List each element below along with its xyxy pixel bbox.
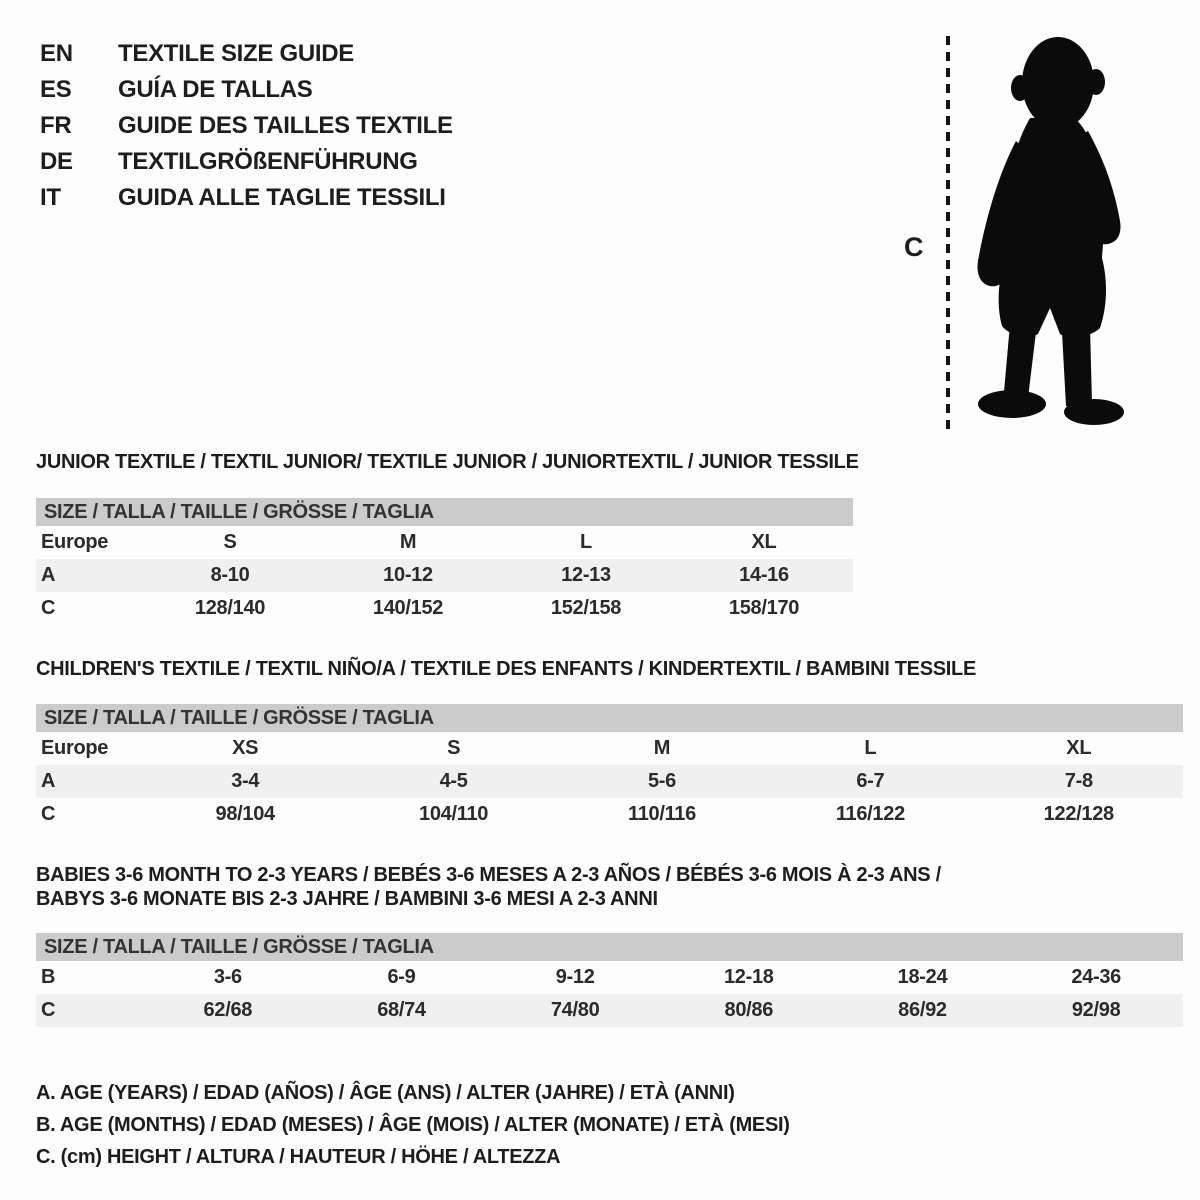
- size-value-cell: 110/116: [627, 803, 696, 825]
- height-measure-label: C: [904, 232, 924, 262]
- row-label: B: [41, 966, 56, 988]
- guide-title: GUÍA DE TALLAS: [118, 76, 313, 103]
- size-value-cell: 18-24: [897, 966, 948, 988]
- size-value-cell: XL: [1066, 737, 1092, 759]
- language-code: ES: [40, 76, 72, 103]
- junior-size-table: [36, 526, 853, 625]
- section-heading: JUNIOR TEXTILE / TEXTIL JUNIOR/ TEXTILE JUNIOR / JUNIORTEXTIL / JUNIOR TESSILE: [36, 451, 859, 473]
- legend-line-c: C. (cm) HEIGHT / ALTURA / HAUTEUR / HÖHE / ALTEZZA: [36, 1146, 561, 1168]
- language-code: FR: [40, 112, 72, 139]
- table-row: [36, 732, 1183, 765]
- legend-line-a: A. AGE (YEARS) / EDAD (AÑOS) / ÂGE (ANS) / ALTER (JAHRE) / ETÀ (ANNI): [36, 1082, 735, 1104]
- size-value-cell: XS: [232, 737, 259, 759]
- size-value-cell: 5-6: [647, 770, 676, 792]
- guide-title: GUIDE DES TAILLES TEXTILE: [118, 112, 453, 139]
- legend: [36, 1077, 1183, 1173]
- table-row: [36, 559, 853, 592]
- size-value-cell: 104/110: [419, 803, 489, 825]
- size-value-cell: L: [864, 737, 877, 759]
- size-value-cell: 7-8: [1064, 770, 1093, 792]
- guide-title: GUIDA ALLE TAGLIE TESSILI: [118, 184, 446, 211]
- size-value-cell: 6-7: [856, 770, 885, 792]
- size-value-cell: 9-12: [555, 966, 595, 988]
- size-value-cell: 3-4: [231, 770, 260, 792]
- section-babies-textile: [36, 863, 1183, 1027]
- size-value-cell: S: [447, 737, 461, 759]
- size-value-cell: 158/170: [728, 597, 800, 619]
- size-value-cell: 74/80: [550, 999, 600, 1021]
- size-value-cell: 62/68: [203, 999, 253, 1021]
- row-label: Europe: [41, 737, 109, 759]
- height-figure: [36, 36, 1183, 440]
- size-value-cell: 24-36: [1071, 966, 1121, 988]
- table-row: [36, 961, 1183, 994]
- language-code: IT: [40, 184, 61, 211]
- row-label: A: [41, 564, 56, 586]
- size-header-bar: SIZE / TALLA / TAILLE / GRÖSSE / TAGLIA: [36, 933, 1183, 961]
- size-value-cell: 116/122: [835, 803, 905, 825]
- size-value-cell: 86/92: [898, 999, 947, 1021]
- babies-size-table: [36, 961, 1183, 1027]
- size-value-cell: 140/152: [372, 597, 444, 619]
- table-row: [36, 994, 1183, 1027]
- language-code: EN: [40, 40, 73, 67]
- row-label: C: [41, 597, 56, 619]
- size-value-cell: 6-9: [387, 966, 416, 988]
- size-value-cell: 12-18: [723, 966, 774, 988]
- size-value-cell: M: [399, 531, 417, 553]
- table-row: [36, 765, 1183, 798]
- size-value-cell: 68/74: [377, 999, 426, 1021]
- row-label: C: [41, 999, 56, 1021]
- size-value-cell: 10-12: [383, 564, 433, 586]
- language-code: DE: [40, 148, 73, 175]
- size-value-cell: M: [653, 737, 671, 759]
- section-childrens-textile: [36, 657, 1183, 831]
- size-header-bar: SIZE / TALLA / TAILLE / GRÖSSE / TAGLIA: [36, 704, 1183, 732]
- size-value-cell: S: [223, 531, 237, 553]
- header: [36, 36, 1183, 440]
- size-value-cell: 8-10: [210, 564, 250, 586]
- size-value-cell: 98/104: [215, 803, 275, 825]
- section-heading-line2: BABYS 3-6 MONATE BIS 2-3 JAHRE / BAMBINI 3-6 MESI A 2-3 ANNI: [36, 888, 658, 910]
- size-value-cell: XL: [751, 531, 777, 553]
- table-row: [36, 526, 853, 559]
- size-value-cell: 152/158: [550, 597, 622, 619]
- size-value-cell: 3-6: [213, 966, 242, 988]
- legend-line-b: B. AGE (MONTHS) / EDAD (MESES) / ÂGE (MOIS) / ALTER (MONATE) / ETÀ (MESI): [36, 1114, 790, 1136]
- table-row: [36, 592, 853, 625]
- row-label: Europe: [41, 531, 109, 553]
- size-value-cell: 128/140: [194, 597, 266, 619]
- table-row: [36, 798, 1183, 831]
- height-measure-dashed-line: [946, 36, 950, 432]
- guide-title: TEXTILGRÖßENFÜHRUNG: [118, 148, 418, 175]
- size-value-cell: 14-16: [739, 564, 789, 586]
- size-value-cell: 92/98: [1071, 999, 1121, 1021]
- row-label: C: [41, 803, 56, 825]
- guide-title: TEXTILE SIZE GUIDE: [118, 40, 354, 67]
- size-value-cell: L: [580, 531, 592, 553]
- section-junior-textile: [36, 450, 1183, 625]
- size-value-cell: 122/128: [1043, 803, 1114, 825]
- section-heading: CHILDREN'S TEXTILE / TEXTIL NIÑO/A / TEXTILE DES ENFANTS / KINDERTEXTIL / BAMBINI TESSILE: [36, 658, 976, 680]
- size-header-bar: SIZE / TALLA / TAILLE / GRÖSSE / TAGLIA: [36, 498, 853, 526]
- baby-silhouette-icon: [970, 36, 1132, 430]
- size-value-cell: 80/86: [724, 999, 774, 1021]
- section-heading: BABIES 3-6 MONTH TO 2-3 YEARS / BEBÉS 3-6 MESES A 2-3 AÑOS / BÉBÉS 3-6 MOIS À 2-3 ANS /: [36, 864, 941, 886]
- row-label: A: [41, 770, 56, 792]
- childrens-size-table: [36, 732, 1183, 831]
- size-value-cell: 12-13: [561, 564, 611, 586]
- size-value-cell: 4-5: [439, 770, 468, 792]
